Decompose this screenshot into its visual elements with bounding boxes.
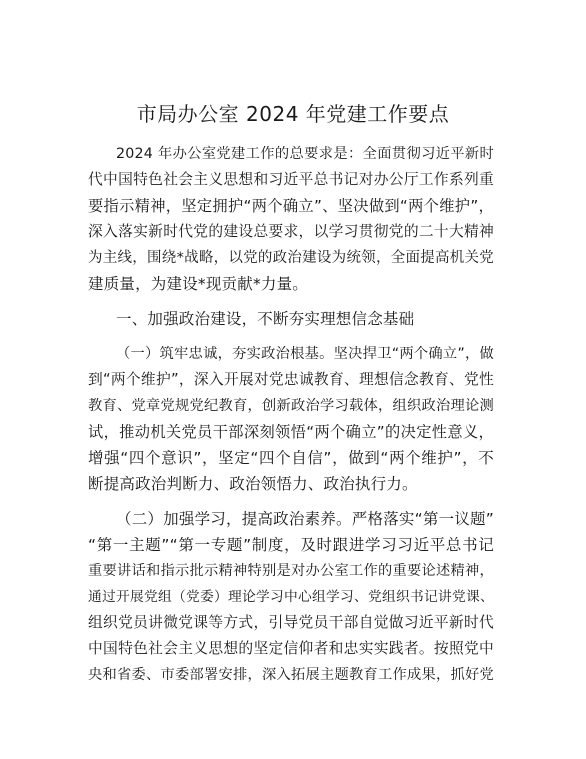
paragraph-line: 为主线，围绕*战略，以党的政治建设为统领，全面提高机关党 <box>88 250 494 266</box>
paragraph-line: 断提高政治判断力、政治领悟力、政治执行力。 <box>88 475 418 493</box>
paragraph-line: 深入落实新时代党的建设总要求，以学习贯彻党的二十大精神 <box>88 223 494 240</box>
document-title: 市局办公室 2024 年党建工作要点 <box>136 102 450 126</box>
paragraph-line: “第一主题”“第一专题”制度，及时跟进学习习近平总书记 <box>88 536 494 554</box>
section-heading-text: 一、加强政治建设，不断夯实理想信念基础 <box>116 310 415 328</box>
paragraph-line: 建质量，为建设*现贡献*力量。 <box>88 275 309 293</box>
paragraph-line: 通过开展党组（党委）理论学习中心组学习、党组织书记讲党课、 <box>88 589 494 605</box>
paragraph-line: 教育、党章党规党纪教育，创新政治学习载体，组织政治理论测 <box>88 398 494 414</box>
paragraph-line: 组织党员讲微党课等方式，引导党员干部自觉做习近平新时代 <box>88 614 494 631</box>
paragraph-line: 2024 年办公室党建工作的总要求是：全面贯彻习近平新时 <box>116 146 494 162</box>
paragraph-line: 增强“四个意识”，坚定“四个自信”，做到“两个维护”，不 <box>88 449 494 467</box>
paragraph-line: 重要讲话和指示批示精神特别是对办公室工作的重要论述精神， <box>88 563 494 579</box>
paragraph-line: 央和省委、市委部署安排，深入拓展主题教育工作成果，抓好党 <box>88 667 494 683</box>
paragraph-line: 要指示精神，坚定拥护“两个确立”、坚决做到“两个维护”， <box>88 197 494 215</box>
paragraph-line: 试，推动机关党员干部深刻领悟“两个确立”的决定性意义， <box>88 423 494 441</box>
paragraph-line: 到“两个维护”，深入开展对党忠诚教育、理想信念教育、党性 <box>88 371 494 388</box>
paragraph-line: （二）加强学习，提高政治素养。严格落实“第一议题” <box>116 510 494 528</box>
paragraph-line: 代中国特色社会主义思想和习近平总书记对办公厅工作系列重 <box>88 171 494 188</box>
paragraph-line: 中国特色社会主义思想的坚定信仰者和忠实实践者。按照党中 <box>88 640 494 657</box>
paragraph-line: （一）筑牢忠诚，夯实政治根基。坚决捍卫“两个确立”，做 <box>116 346 494 362</box>
